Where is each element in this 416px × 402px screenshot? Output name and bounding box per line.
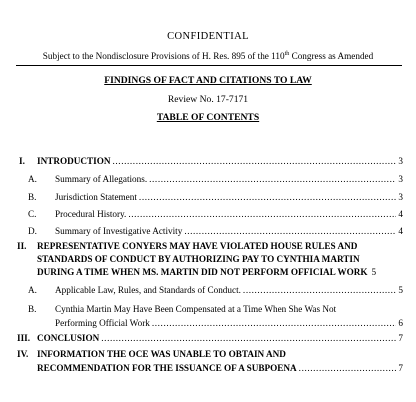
toc-entry-title-line-2: Performing Official Work <box>55 318 150 328</box>
toc-entry-title: Procedural History. <box>55 209 127 219</box>
nondisclosure-subject-line <box>0 51 416 61</box>
toc-entry-title: INTRODUCTION <box>37 156 111 166</box>
leader-dots <box>243 284 396 296</box>
toc-entry-number: I. <box>19 156 25 166</box>
leader-dots <box>139 191 396 203</box>
toc-entry-letter: A. <box>28 285 37 295</box>
toc-entry-information-unable-to-obtain[interactable] <box>0 348 416 374</box>
toc-entry-letter: C. <box>28 209 37 219</box>
toc-entry-title-line-1: INFORMATION THE OCE WAS UNABLE TO OBTAIN AND <box>37 349 286 359</box>
review-number: Review No. 17-7171 <box>167 94 249 105</box>
toc-entry-number: III. <box>17 333 31 343</box>
toc-entry-title: Summary of Investigative Activity <box>55 226 183 236</box>
toc-entry-title-line-1: REPRESENTATIVE CONYERS MAY HAVE VIOLATED HOUSE RULES AND <box>37 241 358 251</box>
header-divider <box>16 65 402 66</box>
toc-entry-cynthia-martin-compensation[interactable] <box>0 303 416 329</box>
toc-entry-conclusion[interactable] <box>0 332 416 344</box>
toc-entry-investigative-activity[interactable] <box>0 225 416 237</box>
toc-entry-letter: B. <box>28 304 37 314</box>
leader-dots <box>152 317 397 329</box>
toc-page-number: 4 <box>398 209 403 219</box>
subject-ordinal-suffix: th <box>284 50 290 57</box>
toc-page-number: 7 <box>398 363 403 373</box>
toc-entry-letter: D. <box>28 226 37 236</box>
toc-entry-title-line-3: DURING A TIME WHEN MS. MARTIN DID NOT PERFORM OFFICIAL WORK <box>37 267 368 277</box>
toc-entry-introduction[interactable] <box>0 155 416 167</box>
leader-dots <box>184 225 396 237</box>
toc-entry-summary-of-allegations[interactable] <box>0 173 416 185</box>
toc-entry-letter: B. <box>28 192 37 202</box>
toc-page-number: 3 <box>398 192 403 202</box>
toc-entry-title: Applicable Law, Rules, and Standards of Conduct. <box>55 285 241 295</box>
toc-entry-representative-conyers[interactable] <box>0 240 416 280</box>
leader-dots <box>128 208 396 220</box>
toc-entry-title-line-2: STANDARDS OF CONDUCT BY AUTHORIZING PAY TO CYNTHIA MARTIN <box>37 254 360 264</box>
toc-entry-procedural-history[interactable] <box>0 208 416 220</box>
toc-entry-jurisdiction-statement[interactable] <box>0 191 416 203</box>
toc-entry-letter: A. <box>28 174 37 184</box>
toc-page-number: 5 <box>398 285 403 295</box>
toc-entry-title: Jurisdiction Statement <box>55 192 137 202</box>
toc-page-number: 4 <box>398 226 403 236</box>
toc-entry-title: Summary of Allegations. <box>55 174 148 184</box>
toc-page-number: 5 <box>371 267 377 277</box>
document-title: FINDINGS OF FACT AND CITATIONS TO LAW <box>104 75 312 86</box>
toc-page-number: 7 <box>398 333 403 343</box>
toc-entry-number: II. <box>17 241 27 251</box>
toc-entry-title-line-1: Cynthia Martin May Have Been Compensated at a Time When She Was Not <box>55 304 337 314</box>
subject-text-end: Congress as Amended <box>289 51 374 61</box>
toc-entry-number: IV. <box>17 349 29 359</box>
leader-dots <box>149 173 396 185</box>
subject-text-start: Subject to the Nondisclosure Provisions of H. Res. 895 of the 110 <box>42 51 285 61</box>
confidential-label: CONFIDENTIAL <box>167 31 249 42</box>
toc-page-number: 3 <box>398 174 403 184</box>
toc-heading: TABLE OF CONTENTS <box>156 112 260 123</box>
toc-page-number: 6 <box>398 318 403 328</box>
leader-dots <box>101 332 396 344</box>
leader-dots <box>299 362 397 374</box>
toc-entry-title-line-2: RECOMMENDATION FOR THE ISSUANCE OF A SUBPOENA <box>37 363 297 373</box>
toc-entry-title: CONCLUSION <box>37 333 100 343</box>
toc-entry-applicable-law[interactable] <box>0 284 416 296</box>
leader-dots <box>113 155 397 167</box>
toc-page-number: 3 <box>398 156 403 166</box>
